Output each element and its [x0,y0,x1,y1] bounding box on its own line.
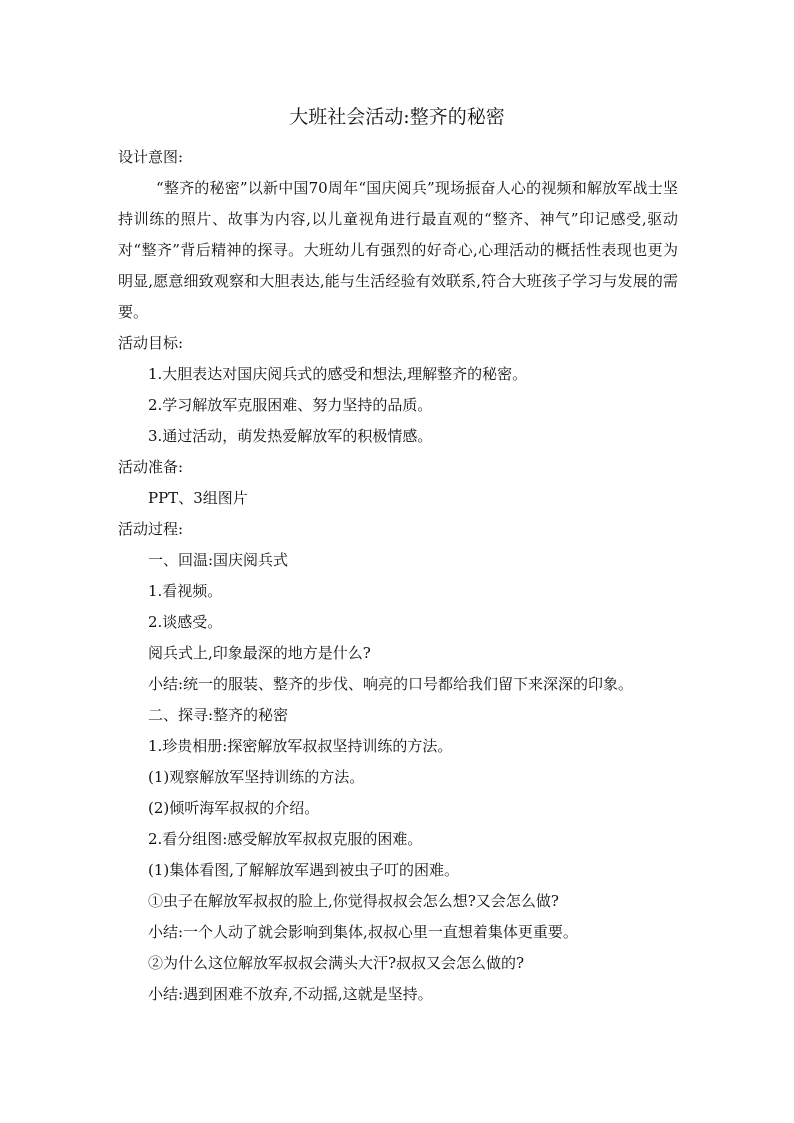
process-line: (1)观察解放军坚持训练的方法。 [148,768,365,786]
process-line: 小结:一个人动了就会影响到集体,叔叔心里一直想着集体更重要。 [148,923,578,941]
goal-item: 2.学习解放军克服困难、努力坚持的品质。 [148,396,433,414]
process-line: 小结:统一的服装、整齐的步伐、响亮的口号都给我们留下来深深的印象。 [148,675,634,693]
process-line: ①虫子在解放军叔叔的脸上,你觉得叔叔会怎么想?又会怎么做? [148,892,559,910]
process-line: (2)倾听海军叔叔的介绍。 [148,799,320,817]
process-line: 2.谈感受。 [148,613,223,631]
process-line: 小结:遇到困难不放弃,不动摇,这就是坚持。 [148,985,433,1003]
design-intent-heading: 设计意图: [118,148,184,166]
process-line: 一、回温:国庆阅兵式 [148,551,289,569]
goal-item: 1.大胆表达对国庆阅兵式的感受和想法,理解整齐的秘密。 [148,365,528,383]
process-line: (1)集体看图,了解解放军遇到被虫子叮的困难。 [148,861,460,879]
process-line: ②为什么这位解放军叔叔会满头大汗?叔叔又会怎么做的? [148,954,525,972]
process-line: 阅兵式上,印象最深的地方是什么? [148,644,371,662]
preparation-text: PPT、3组图片 [148,489,248,507]
process-line: 1.看视频。 [148,582,223,600]
process-line: 2.看分组图:感受解放军叔叔克服的困难。 [148,830,423,848]
goals-heading: 活动目标: [118,334,184,352]
document-title: 大班社会活动:整齐的秘密 [289,106,505,128]
process-heading: 活动过程: [118,520,184,538]
design-intent-paragraph: “整齐的秘密”以新中国70周年“国庆阅兵”现场振奋人心的视频和解放军战士坚持训练的照片、故事为内容,以儿童视角进行最直观的“整齐、神气”印记感受,驱动对“整齐”背后精神的探寻。大班幼儿有强烈的好奇心,心理活动的概括性表现也更为明显,愿意细致观察和大胆表达,能与生活经验有效联系,符合大班孩子学习与发展的需要。 [118,179,678,321]
process-line: 二、探寻:整齐的秘密 [148,706,289,724]
preparation-heading: 活动准备: [118,458,184,476]
goal-item: 3.通过活动，萌发热爱解放军的积极情感。 [148,427,433,445]
document-body [118,142,678,1010]
process-line: 1.珍贵相册:探密解放军叔叔坚持训练的方法。 [148,737,453,755]
